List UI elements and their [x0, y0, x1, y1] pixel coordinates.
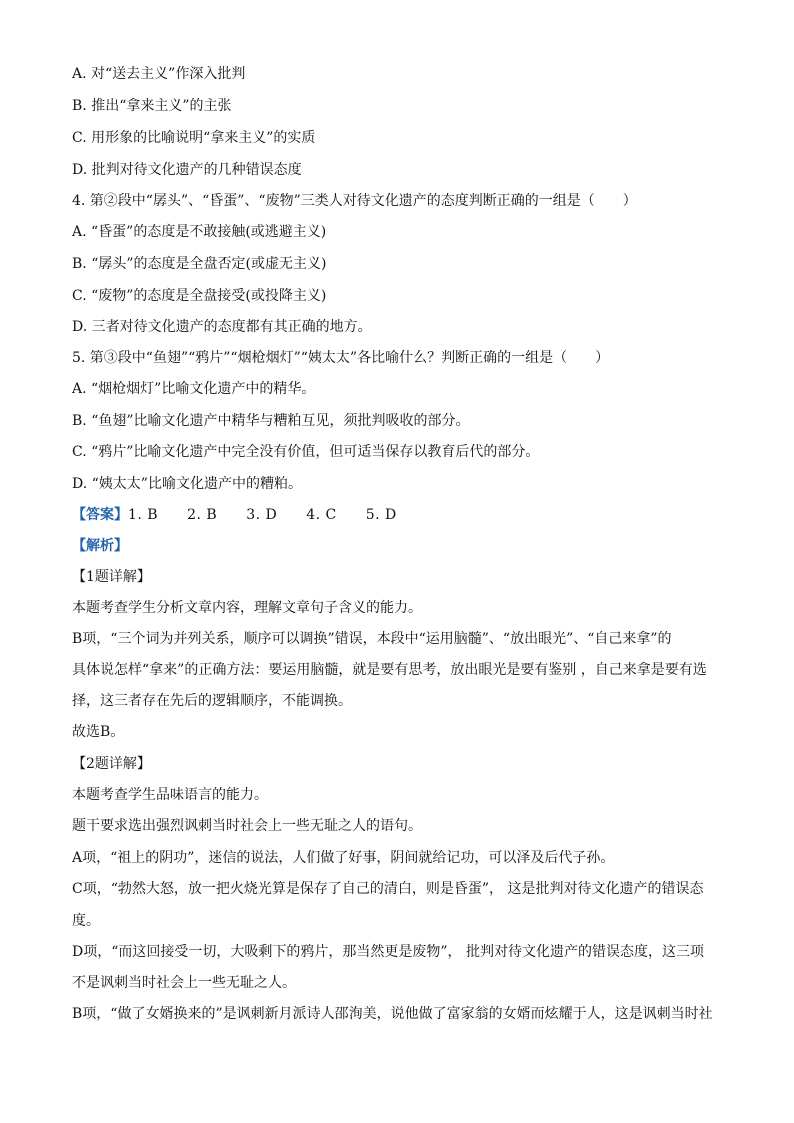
q4-option-a: A. “昏蛋”的态度是不敢接触(或逃避主义)	[72, 224, 327, 240]
detail2-line: C项，“勃然大怒，放一把火烧光算是保存了自己的清白，则是昏蛋”， 这是批判对待文化遗产的错误态	[72, 881, 704, 897]
q4-option-d: D. 三者对待文化遗产的态度都有其正确的地方。	[72, 319, 372, 335]
q4-option-c: C. “废物”的态度是全盘接受(或投降主义)	[72, 288, 327, 304]
q5-stem: 5. 第③段中“鱼翅”“鸦片”“烟枪烟灯”“姨太太”各比喻什么？判断正确的一组是（ ）	[72, 350, 610, 366]
q4-stem: 4. 第②段中“孱头”、“昏蛋”、“废物”三类人对待文化遗产的态度判断正确的一组是（ ）	[72, 193, 637, 209]
answer-values: 1. B 2. B 3. D 4. C 5. D	[128, 507, 397, 523]
detail1-heading: 【1题详解】	[72, 569, 151, 585]
detail1-line: B项，“三个词为并列关系，顺序可以调换”错误，本段中“运用脑髓”、“放出眼光”、“自己来拿”的	[72, 631, 672, 647]
detail1-line: 本题考查学生分析文章内容，理解文章句子含义的能力。	[72, 600, 422, 616]
answer-line	[72, 505, 724, 525]
q3-option-a: A. 对“送去主义”作深入批判	[72, 66, 246, 82]
detail2-line: 本题考查学生品味语言的能力。	[72, 787, 268, 803]
q5-option-a: A. “烟枪烟灯”比喻文化遗产中的精华。	[72, 381, 316, 397]
answer-label: 【答案】	[72, 507, 128, 523]
detail2-line: 题干要求选出强烈讽刺当时社会上一些无耻之人的语句。	[72, 818, 422, 834]
detail1-line: 具体说怎样“拿来”的正确方法：要运用脑髓，就是要有思考，放出眼光是要有鉴别 ，自己来拿是要有选	[72, 662, 707, 678]
detail2-line: 不是讽刺当时社会上一些无耻之人。	[72, 975, 296, 991]
q3-option-d: D. 批判对待文化遗产的几种错误态度	[72, 162, 302, 178]
detail1-line: 故选B。	[72, 724, 125, 740]
q4-option-b: B. “孱头”的态度是全盘否定(或虚无主义)	[72, 256, 327, 272]
q3-option-c: C. 用形象的比喻说明“拿来主义”的实质	[72, 130, 316, 146]
detail2-line: 度。	[72, 913, 100, 929]
q5-option-d: D. “姨太太”比喻文化遗产中的糟粕。	[72, 476, 302, 492]
detail1-line: 择，这三者存在先后的逻辑顺序，不能调换。	[72, 693, 352, 709]
detail2-line: B项，“做了女婿换来的”是讽刺新月派诗人邵洵美，说他做了富家翁的女婿而炫耀于人，这是讽刺当时社	[72, 1006, 713, 1022]
detail2-line: A项，“祖上的阴功”，迷信的说法，人们做了好事，阴间就给记功，可以泽及后代子孙。	[72, 850, 615, 866]
detail2-heading: 【2题详解】	[72, 756, 151, 772]
detail2-line: D项，“而这回接受一切，大吸剩下的鸦片，那当然更是废物”， 批判对待文化遗产的错误态度，这三项	[72, 944, 704, 960]
analysis-label: 【解析】	[72, 538, 128, 554]
q5-option-b: B. “鱼翅”比喻文化遗产中精华与糟粕互见，须批判吸收的部分。	[72, 413, 470, 429]
q5-option-c: C. “鸦片”比喻文化遗产中完全没有价值，但可适当保存以教育后代的部分。	[72, 444, 540, 460]
q3-option-b: B. 推出“拿来主义”的主张	[72, 98, 232, 114]
